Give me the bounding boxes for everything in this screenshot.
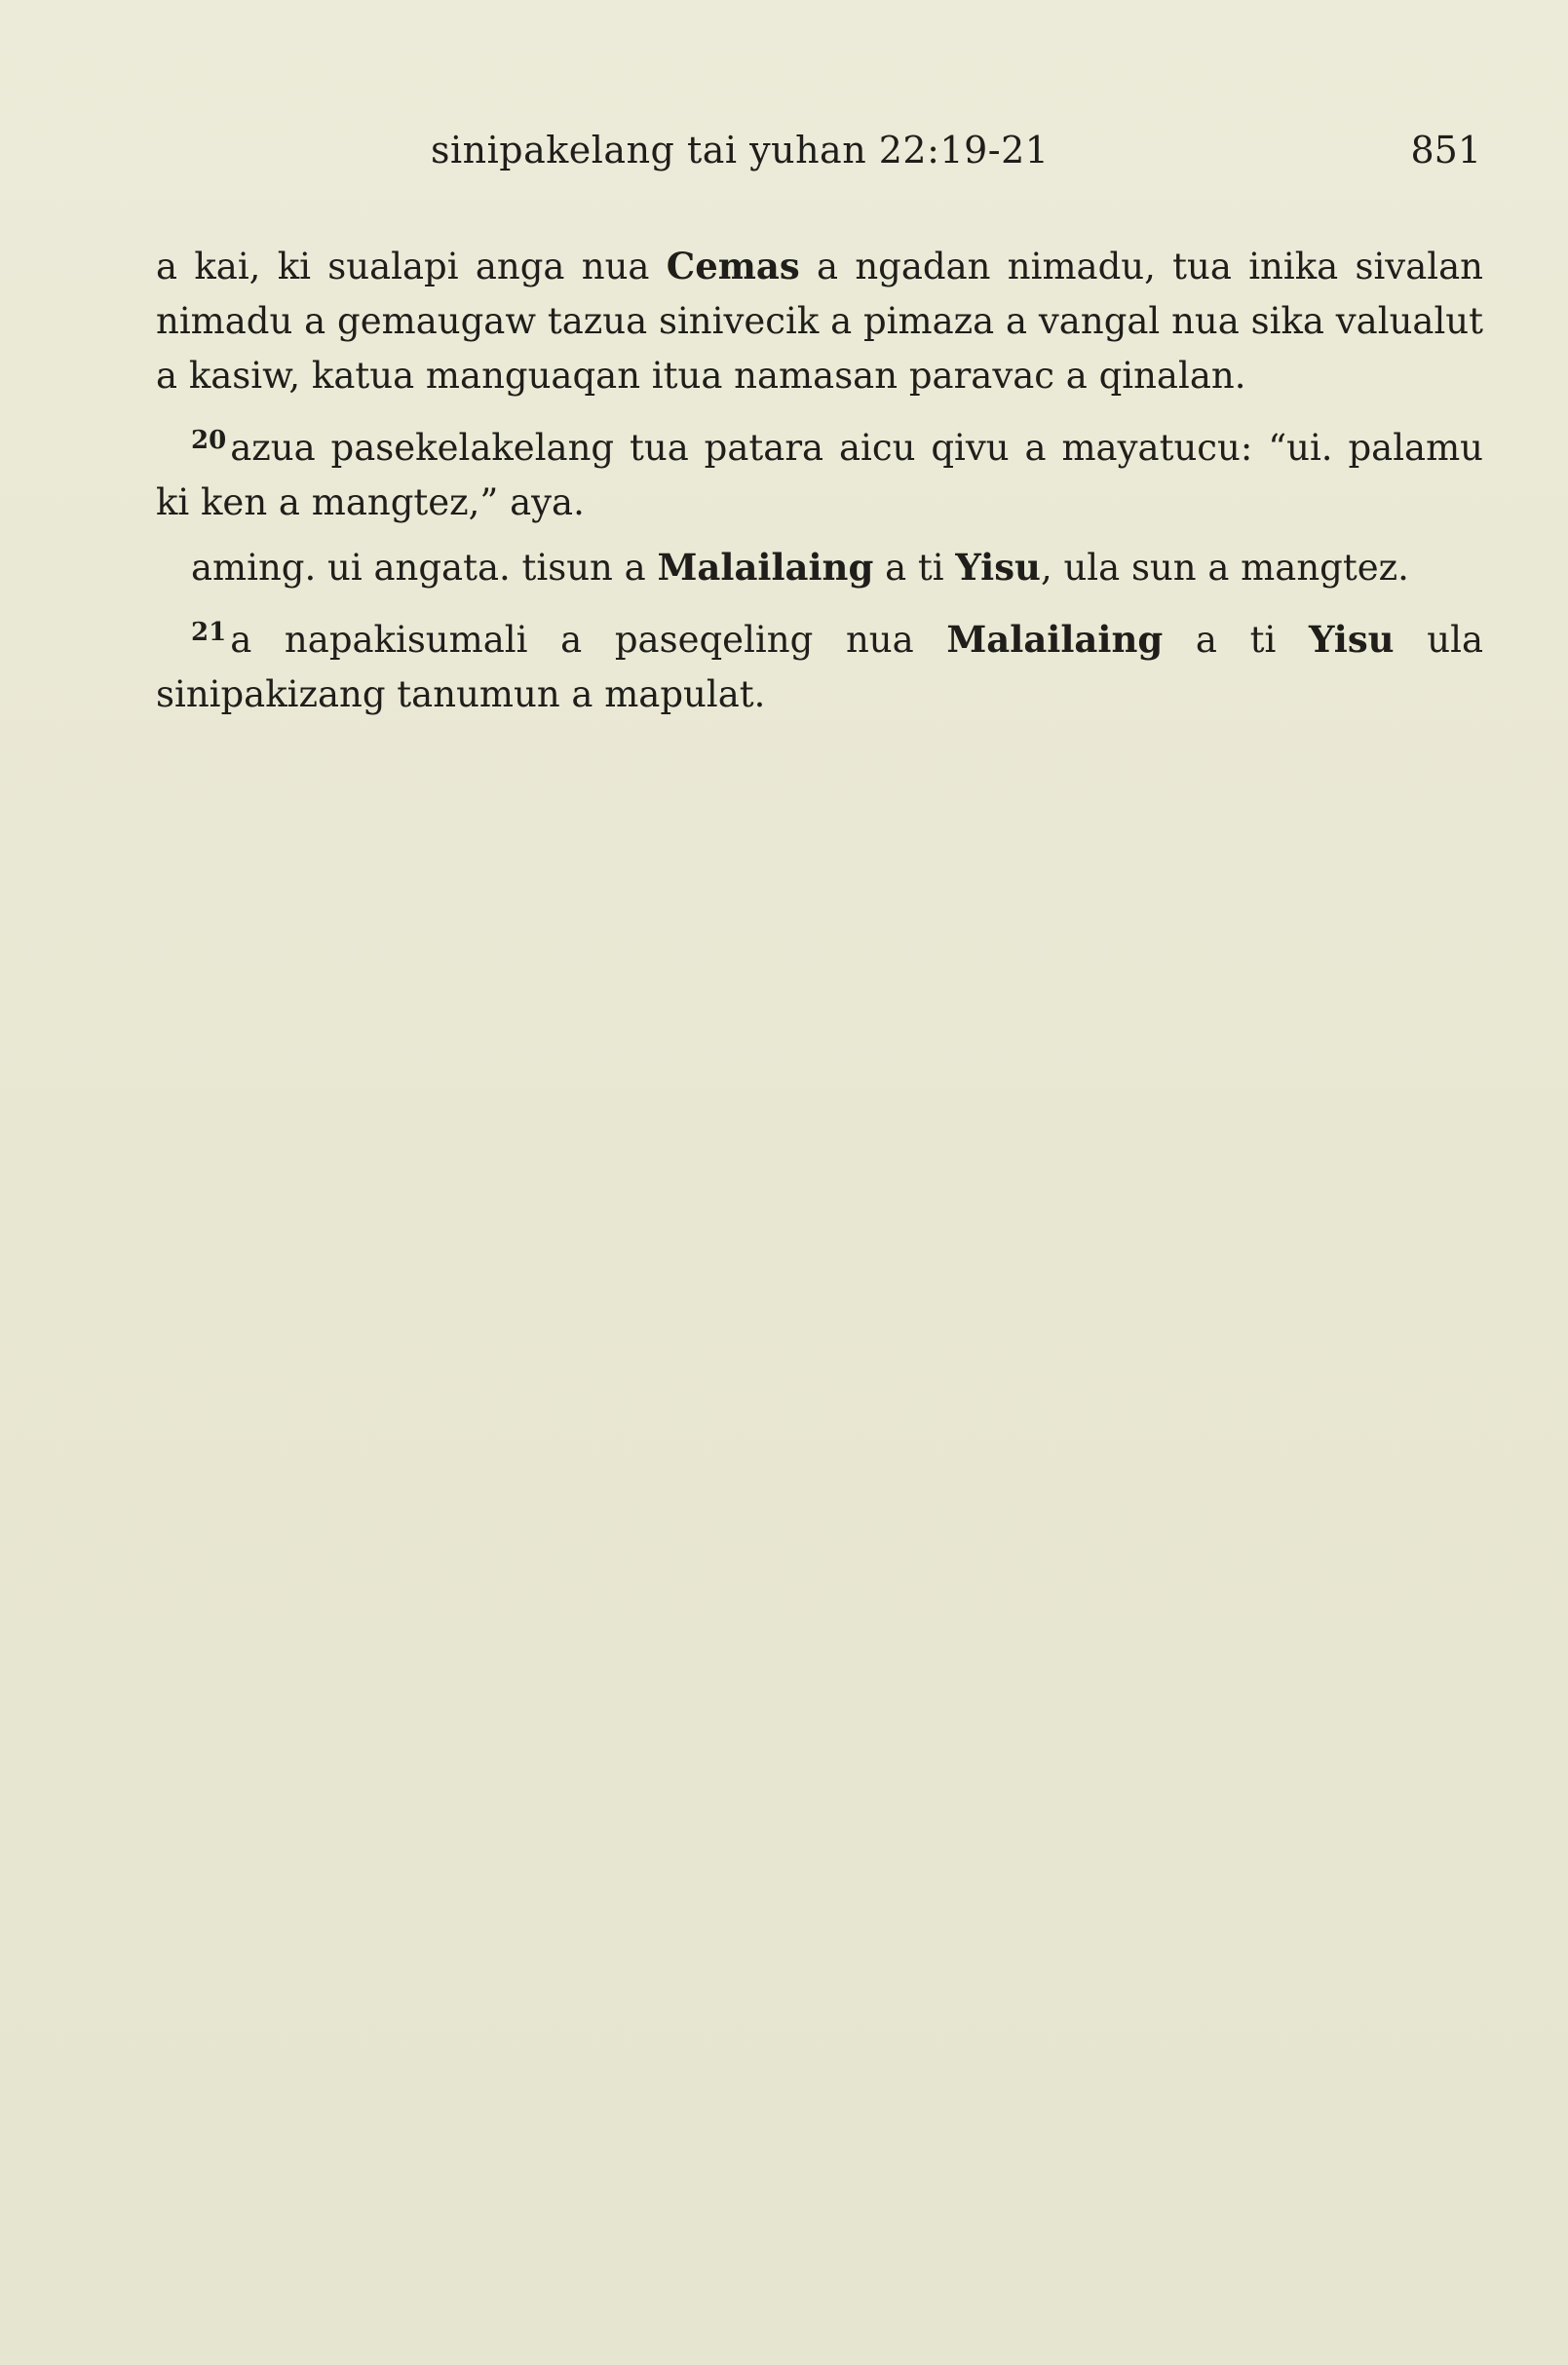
running-title: sinipakelang tai yuhan 22:19-21	[431, 129, 1050, 172]
verse-20	[156, 413, 1483, 530]
name-yisu: Yisu	[955, 546, 1041, 589]
verse-number: 21	[191, 618, 227, 647]
name-malailaing: Malailaing	[657, 546, 874, 589]
text-run: , ula sun a mangtez.	[1040, 547, 1409, 589]
body-text	[156, 239, 1483, 732]
text-run: aming. ui angata. tisun a	[191, 547, 658, 589]
text-run: a ngadan nimadu, tua inika sivalan nimadu a gemaugaw tazua sinivecik a pimaza a vangal nua sika valualut a kasiw, katua manguaqan itua namasan paravac a qinalan.	[156, 246, 1483, 397]
text-run: a napakisumali a paseqeling nua	[230, 619, 947, 661]
name-cemas: Cemas	[666, 245, 800, 287]
text-run: a ti	[1163, 619, 1310, 661]
text-run: a ti	[873, 547, 956, 589]
text-run: azua pasekelakelang tua patara aicu qivu a mayatucu: “ui. palamu ki ken a mangtez,” aya.	[156, 427, 1483, 523]
verse-number: 20	[191, 426, 227, 455]
text-run: ula sinipakizang tanumun a mapulat.	[156, 619, 1483, 715]
verse-21	[156, 605, 1483, 722]
paragraph-continuation	[156, 239, 1483, 403]
page-header	[158, 129, 1481, 187]
name-malailaing: Malailaing	[946, 618, 1164, 661]
page-number: 851	[1410, 129, 1481, 172]
name-yisu: Yisu	[1309, 618, 1395, 661]
verse-20-response	[156, 540, 1483, 595]
text-run: a kai, ki sualapi anga nua	[156, 246, 667, 287]
